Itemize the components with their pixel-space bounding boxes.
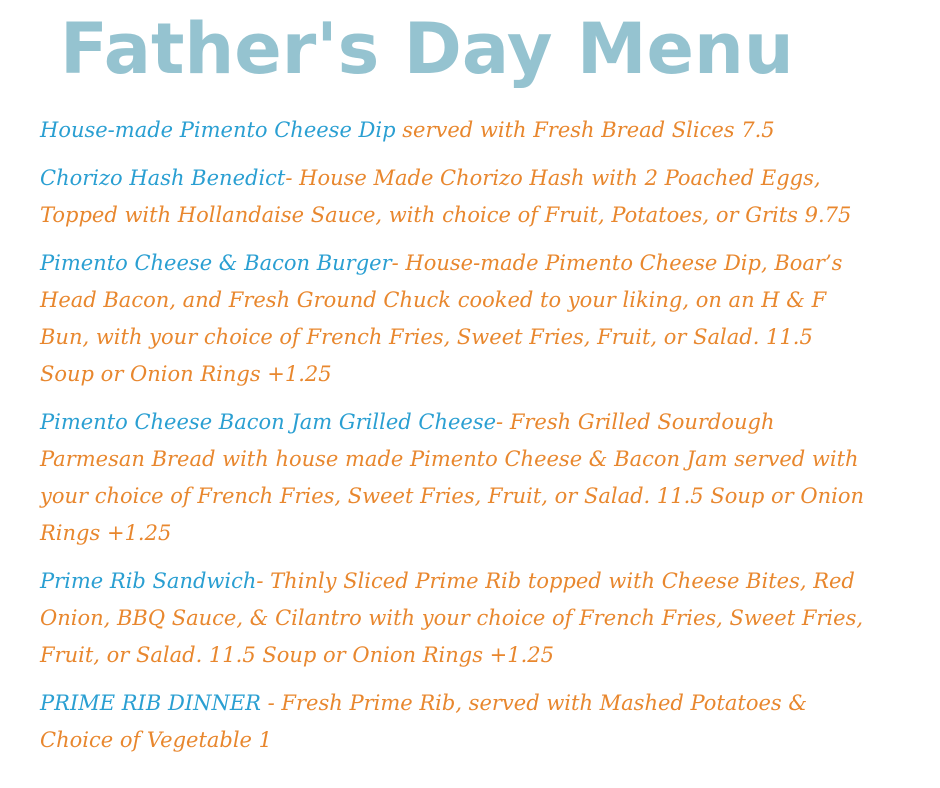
menu-item-pimento-cheese-dip: [40, 112, 870, 149]
menu-item-name: Pimento Cheese & Bacon Burger: [40, 251, 392, 275]
menu-title: Father's Day Menu: [60, 8, 794, 90]
menu-item-description: - House-made Pimento Cheese Dip, Boar’s Head Bacon, and Fresh Ground Chuck cooked to your liking, on an H & F Bun, with your choice of French Fries, Sweet Fries, Fruit, or Salad. 11.5 Soup or Onion Rings +1.25: [40, 251, 843, 386]
menu-item-description: - House Made Chorizo Hash with 2 Poached Eggs, Topped with Hollandaise Sauce, with choice of Fruit, Potatoes, or Grits 9.75: [40, 166, 852, 227]
menu-item-name: Prime Rib Sandwich: [40, 569, 257, 593]
menu-list: [40, 112, 870, 770]
menu-item-description: - Fresh Grilled Sourdough Parmesan Bread with house made Pimento Cheese & Bacon Jam served with your choice of French Fries, Sweet Fries, Fruit, or Salad. 11.5 Soup or Onion Rings +1.25: [40, 410, 864, 545]
menu-item-pimento-bacon-burger: [40, 245, 870, 393]
menu-item-chorizo-hash-benedict: [40, 160, 870, 234]
menu-item-bacon-jam-grilled-cheese: [40, 404, 870, 552]
menu-item-name: PRIME RIB DINNER: [40, 691, 261, 715]
menu-item-prime-rib-sandwich: [40, 563, 870, 674]
menu-item-description: served with Fresh Bread Slices 7.5: [395, 118, 775, 142]
menu-item-name: House-made Pimento Cheese Dip: [40, 118, 396, 142]
menu-item-description: - Thinly Sliced Prime Rib topped with Cheese Bites, Red Onion, BBQ Sauce, & Cilantro with your choice of French Fries, Sweet Fries, Fruit, or Salad. 11.5 Soup or Onion Rings +1.25: [40, 569, 864, 667]
menu-item-name: Chorizo Hash Benedict: [40, 166, 286, 190]
menu-item-description: - Fresh Prime Rib, served with Mashed Potatoes & Choice of Vegetable 1: [40, 691, 808, 752]
menu-item-prime-rib-dinner: [40, 685, 870, 759]
menu-item-name: Pimento Cheese Bacon Jam Grilled Cheese: [40, 410, 497, 434]
